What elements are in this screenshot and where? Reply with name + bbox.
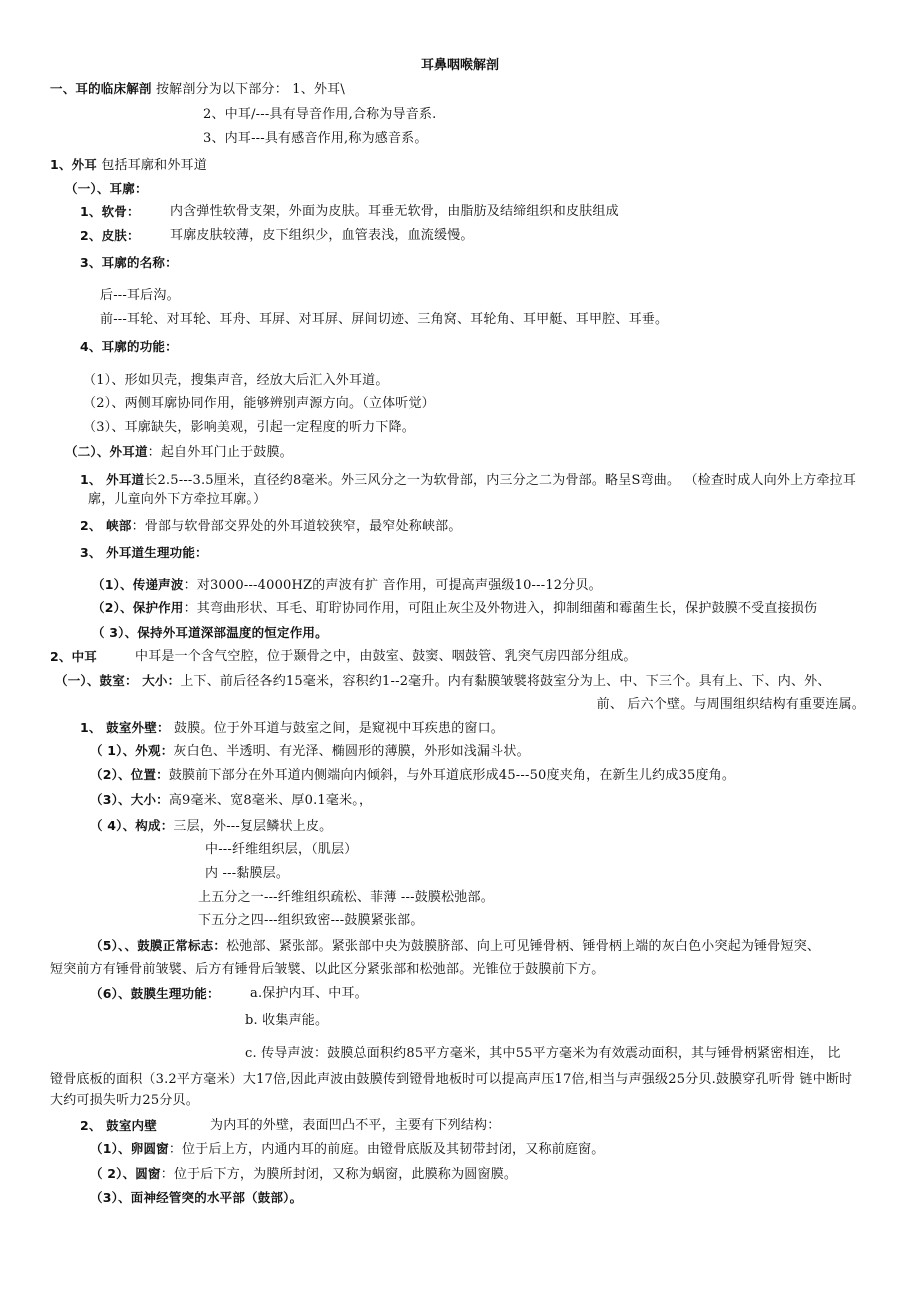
body-text: 上下、前后径各约15毫米，容积约1--2毫升。内有黏膜皱襞将鼓室分为上、中、下三个。具有上、下、内、外、 [180,674,831,689]
body-text: ：起自外耳门止于鼓膜。 [147,445,293,460]
bold-heading: 1、 外耳道 [80,472,145,487]
bold-heading: （ 4）、构成： [90,818,174,833]
text-line [245,1045,841,1063]
body-text: 镫骨底板的面积（3.2平方毫米）大17倍,因此声波由鼓膜传到镫骨地板时可以提高声压17倍,相当与声强级25分贝.鼓膜穿孔听骨 链中断时 [50,1072,853,1087]
body-text: 中---纤维组织层，（肌层） [205,842,358,857]
text-line [90,1189,302,1208]
body-text: 前---耳轮、对耳轮、耳舟、耳屏、对耳屏、屏间切迹、三角窝、耳轮角、耳甲艇、耳甲腔、耳垂。 [100,312,669,327]
body-text: 灰白色、半透明、有光泽、椭圆形的薄膜，外形如浅漏斗状。 [173,744,530,759]
text-line [205,865,289,883]
text-line [90,985,368,1004]
body-text: 三层，外---复层鳞状上皮。 [173,819,333,834]
body-text: 为内耳的外壁，表面凹凸不平，主要有下列结构： [210,1118,501,1133]
text-line [597,696,865,714]
bold-heading: （二）、外耳道 [65,444,148,459]
text-line [100,287,180,305]
text-line [50,80,345,99]
bold-heading: 4、耳廓的功能： [80,339,178,354]
body-text: 松弛部、紧张部。紧张部中央为鼓膜脐部、向上可见锤骨柄、锤骨柄上端的灰白色小突起为锤骨短突、 [226,939,821,954]
text-line [92,599,817,618]
bold-heading: （3）、大小： [90,792,169,807]
text-line [83,419,415,437]
body-text: 按解剖分为以下部分： 1、外耳\ [151,82,345,97]
bold-heading: （一）、鼓室： 大小： [55,673,181,688]
text-line [90,1165,517,1184]
body-text: 包括耳廓和外耳道 [97,158,207,173]
text-line [80,1117,501,1136]
bold-heading: （2）、位置： [90,767,169,782]
text-line [50,1071,852,1089]
body-text: 内 ---黏膜层。 [205,866,290,881]
text-line [50,961,604,979]
bold-heading: 1、软骨： [80,204,140,219]
text-line [92,624,328,643]
body-text: 鼓膜前下部分在外耳道内侧端向内倾斜，与外耳道底形成45---50度夹角，在新生儿约成35度角。 [168,768,736,783]
body-text: 后---耳后沟。 [100,288,180,303]
body-text: 3、内耳---具有感音作用,称为感音系。 [203,131,428,146]
text-line [55,672,831,691]
bold-heading: （1）、传递声波 [92,577,184,592]
body-text: 前、 后六个壁。与周围组织结构有重要连属。 [596,697,865,712]
text-line [100,311,668,329]
body-text: 中耳是一个含气空腔，位于颞骨之中，由鼓室、鼓窦、咽鼓管、乳突气房四部分组成。 [135,649,637,664]
bold-heading: 2、中耳 [50,649,97,664]
text-line [80,544,208,563]
text-line [50,156,207,175]
bold-heading: （6）、鼓膜生理功能： [90,986,220,1001]
text-line [90,937,820,956]
body-text: 下五分之四---组织致密---鼓膜紧张部。 [198,913,424,928]
body-text: 内含弹性软骨支架，外面为皮肤。耳垂无软骨，由脂肪及结缔组织和皮肤组成 [170,204,619,219]
text-line [65,180,148,199]
body-text: （3）、耳廓缺失，影响美观，引起一定程度的听力下降。 [83,420,415,435]
text-line [83,372,389,390]
bold-heading: 2、 峡部 [80,518,132,533]
body-text: 短突前方有锤骨前皱襞、后方有锤骨后皱襞、以此区分紧张部和松弛部。光锥位于鼓膜前下方。 [50,962,605,977]
body-text: ：对3000---4000HZ的声波有扩 音作用，可提高声强级10---12分贝。 [183,578,602,593]
body-text: 高9毫米、宽8毫米、厚0.1毫米。， [168,793,373,808]
text-line [80,227,474,246]
bold-heading: （2）、保护作用 [92,600,184,615]
bold-heading: 1、 鼓室外壁： [80,720,170,735]
text-line [88,491,266,509]
text-line [80,203,619,222]
text-line [203,130,428,148]
body-text: a.保护内耳、中耳。 [250,986,368,1001]
body-text: 上五分之一---纤维组织疏松、菲薄 ---鼓膜松弛部。 [198,890,494,905]
bold-heading: （ 1）、外观： [90,743,174,758]
bold-heading: 3、耳廓的名称： [80,255,178,270]
bold-heading: 2、皮肤： [80,228,140,243]
body-text: 廓，儿童向外下方牵拉耳廓。） [88,492,267,507]
bold-heading: （ 3）、保持外耳道深部温度的恒定作用。 [92,625,328,640]
body-text: ：骨部与软骨部交界处的外耳道较狭窄，最窄处称峡部。 [131,519,462,534]
text-line [205,841,357,859]
text-line [90,791,372,810]
body-text: 鼓膜。位于外耳道与鼓室之间，是窥视中耳疾患的窗口。 [169,721,504,736]
bold-heading: 一、耳的临床解剖 [50,81,152,96]
bold-heading: （1）、卵圆窗 [90,1141,169,1156]
body-text: ：位于后上方，内通内耳的前庭。由镫骨底版及其韧带封闭，又称前庭窗。 [168,1142,605,1157]
text-line [198,889,494,907]
text-line [50,648,637,667]
text-line [80,517,462,536]
text-line [80,719,504,738]
body-text: （1）、形如贝壳，搜集声音，经放大后汇入外耳道。 [83,373,389,388]
text-line [92,576,602,595]
document-title: 耳鼻咽喉解剖 [420,58,499,73]
bold-heading: 1、外耳 [50,157,97,172]
text-line [90,766,735,785]
text-line [83,395,435,413]
body-text: （2）、两侧耳廓协同作用，能够辨别声源方向。（立体听觉） [83,396,435,411]
text-line [50,1092,199,1110]
bold-heading: （一）、耳廓： [65,181,148,196]
body-text: 耳廓皮肤较薄，皮下组织少，血管表浅，血流缓慢。 [170,228,474,243]
bold-heading: （ 2）、圆窗 [90,1166,161,1181]
text-line [80,338,178,357]
text-line [80,254,178,273]
text-line [245,1012,328,1030]
body-text: c. 传导声波：鼓膜总面积约85平方毫米，其中55平方毫米为有效震动面积，其与锤骨柄紧密相连， 比 [245,1046,841,1061]
body-text: ：位于后下方，为膜所封闭，又称为蜗窗，此膜称为圆窗膜。 [160,1167,518,1182]
text-line [90,817,332,836]
body-text: 长2.5---3.5厘米，直径约8毫米。外三风分之一为软骨部，内三分之二为骨部。略呈S弯曲。 （检查时成人向外上方牵拉耳 [144,473,857,488]
text-line [198,912,424,930]
body-text: 大约可损失听力25分贝。 [50,1093,199,1108]
text-line [90,742,530,761]
bold-heading: 2、 鼓室内壁 [80,1118,157,1133]
body-text: 2、中耳/---具有导音作用,合称为导音系. [203,107,437,122]
text-line [90,1140,604,1159]
text-line [80,471,856,490]
bold-heading: （3）、面神经管突的水平部（鼓部）。 [90,1190,303,1205]
text-line [203,106,437,124]
body-text: ：其弯曲形状、耳毛、耵聍协同作用，可阻止灰尘及外物进入，抑制细菌和霉菌生长，保护鼓膜不受直接损伤 [183,601,818,616]
text-line [65,443,293,462]
body-text: b. 收集声能。 [245,1013,329,1028]
bold-heading: 3、 外耳道生理功能： [80,545,208,560]
bold-heading: （5）、、鼓膜正常标志： [90,938,227,953]
